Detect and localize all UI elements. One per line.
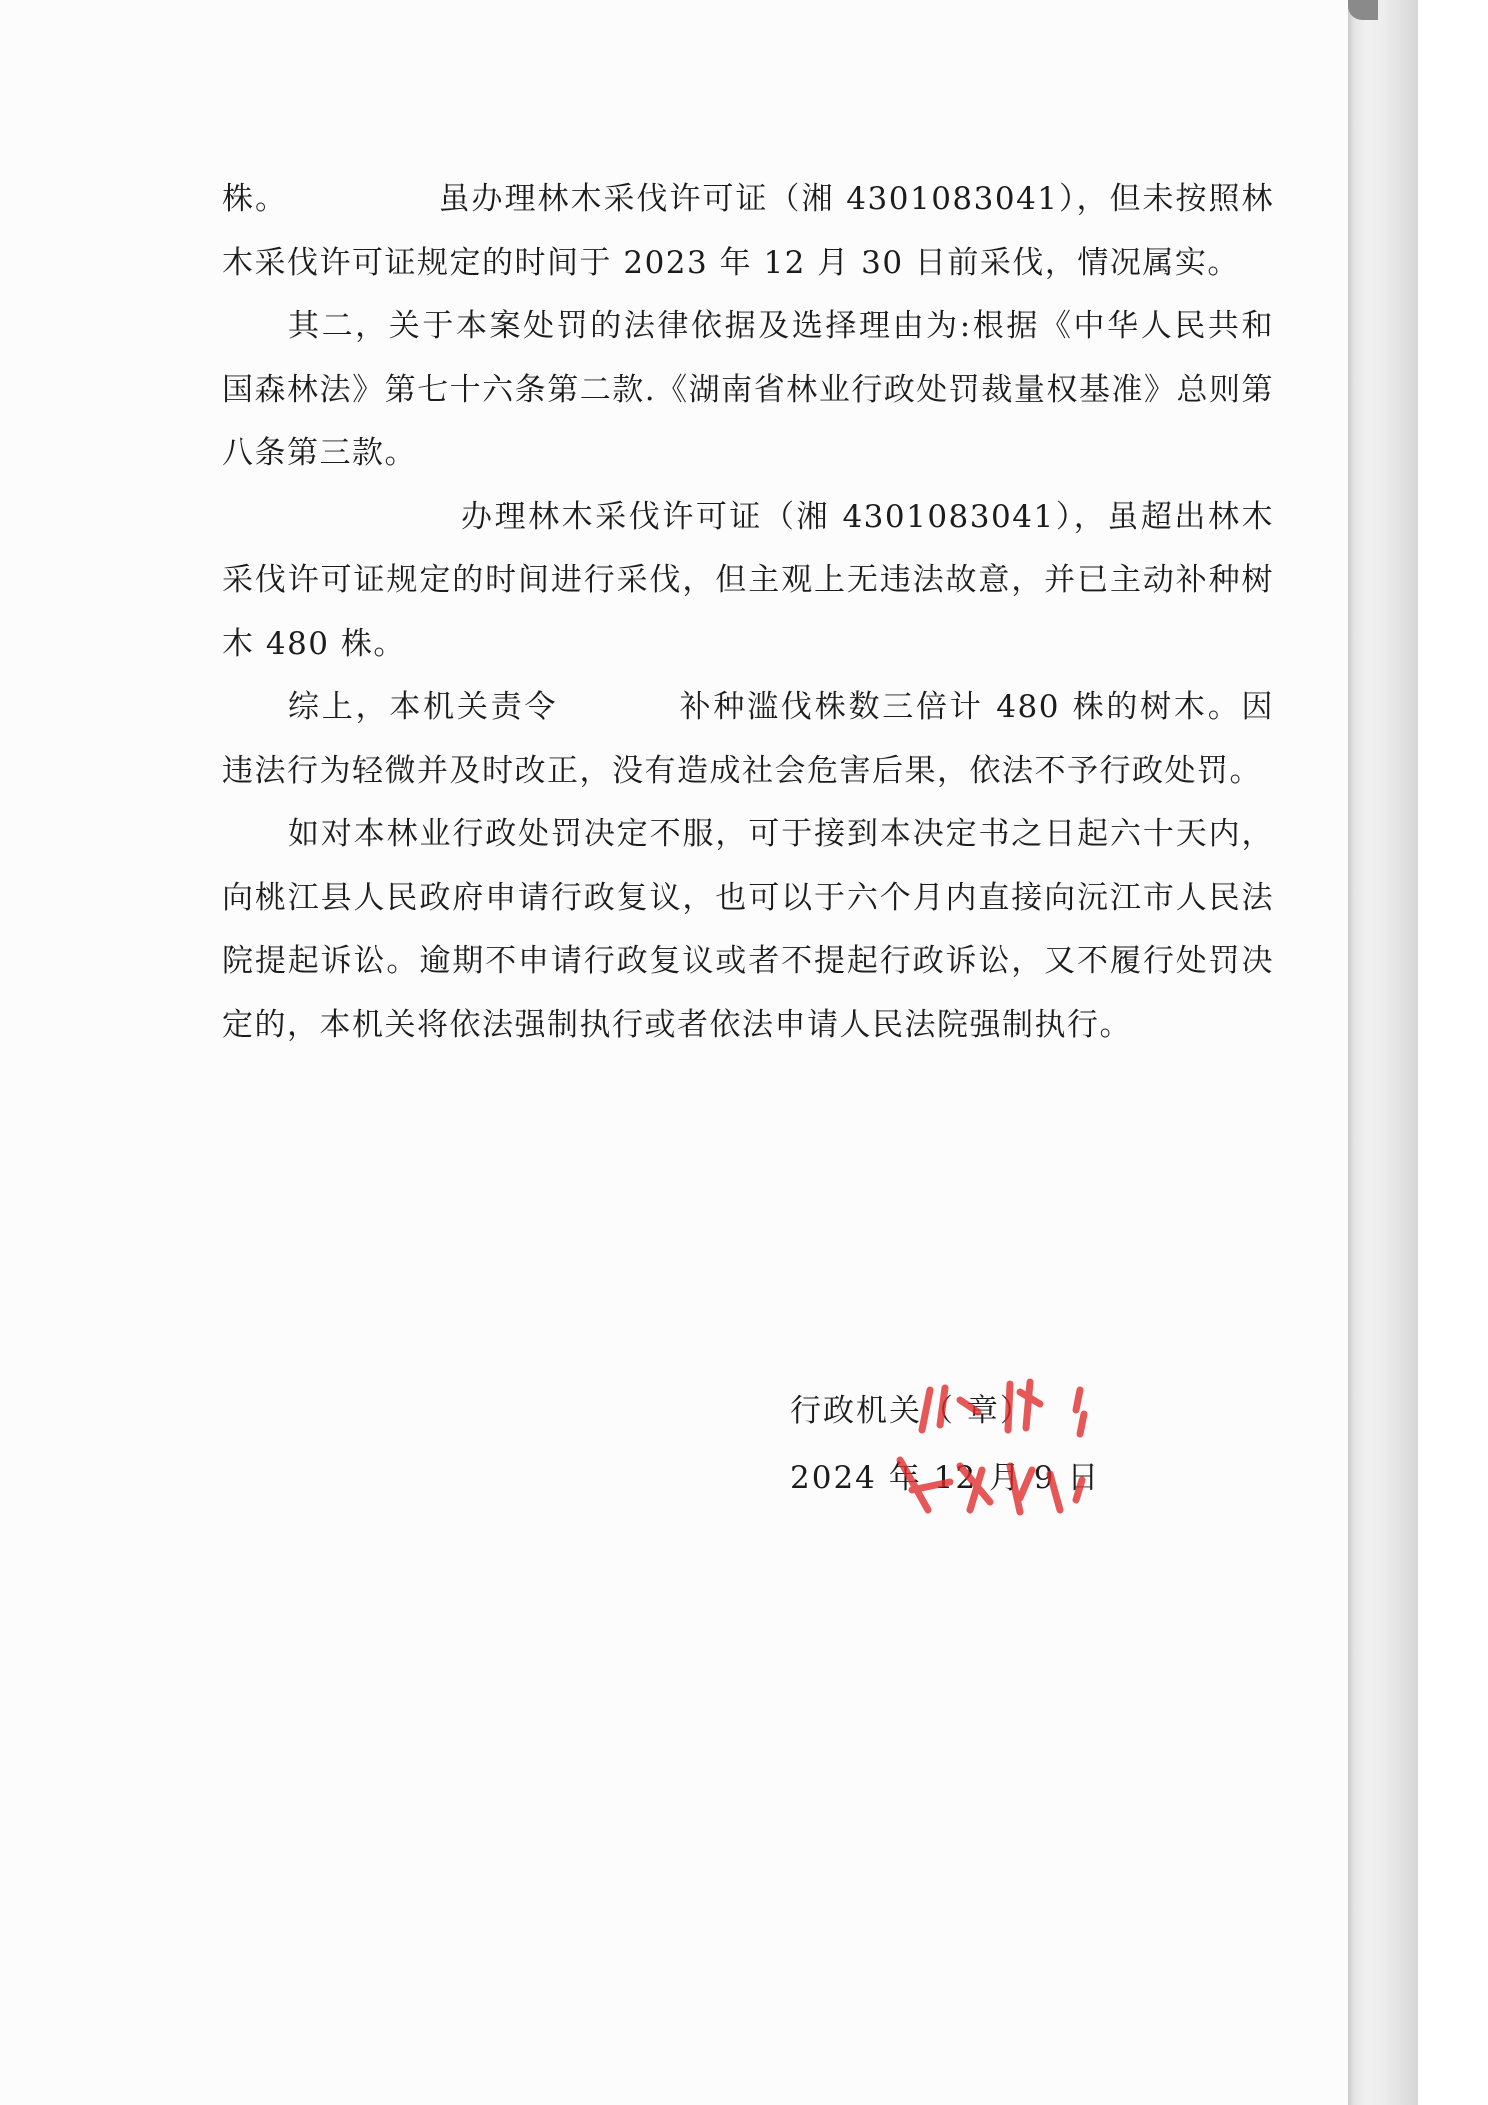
paragraph-4	[222, 676, 1274, 803]
redacted-name	[288, 182, 438, 213]
document-body	[222, 168, 1274, 1057]
authority-seal-line: 行政机关（ 章）	[790, 1393, 1033, 1429]
scanner-corner	[1348, 0, 1378, 20]
redacted-name	[288, 499, 460, 530]
paragraph-4-text: 补种滥伐株数三倍计 480 株的树木。因违法行为轻微并及时改正，没有造成社会危害后果，依法不予行政处罚。	[222, 689, 1274, 789]
paragraph-3	[222, 486, 1274, 677]
paragraph-1-text: 虽办理林木采伐许可证（湘 4301083041），但未按照林木采伐许可证规定的时间于 2023 年 12 月 30 日前采伐，情况属实。	[222, 181, 1274, 281]
paragraph-2: 其二，关于本案处罚的法律依据及选择理由为:根据《中华人民共和国森林法》第七十六条第二款.《湖南省林业行政处罚裁量权基准》总则第八条第三款。	[222, 308, 1274, 471]
decision-date: 2024 年 12 月 9 日	[790, 1460, 1101, 1496]
redacted-name	[558, 690, 678, 721]
signature-block	[790, 1378, 1100, 1512]
paragraph-4-lead: 综上，本机关责令	[288, 689, 559, 725]
paragraph-3-text: 办理林木采伐许可证（湘 4301083041），虽超出林木采伐许可证规定的时间进行采伐，但主观上无违法故意，并已主动补种树木 480 株。	[222, 498, 1274, 662]
paragraph-1-lead: 株。	[222, 181, 288, 217]
page-edge-shadow	[1348, 0, 1418, 2105]
paragraph-5: 如对本林业行政处罚决定不服，可于接到本决定书之日起六十天内，向桃江县人民政府申请行政复议，也可以于六个月内直接向沅江市人民法院提起诉讼。逾期不申请行政复议或者不提起行政诉讼，又不履行处罚决定的，本机关将依法强制执行或者依法申请人民法院强制执行。	[222, 816, 1274, 1043]
paragraph-1	[222, 168, 1274, 295]
